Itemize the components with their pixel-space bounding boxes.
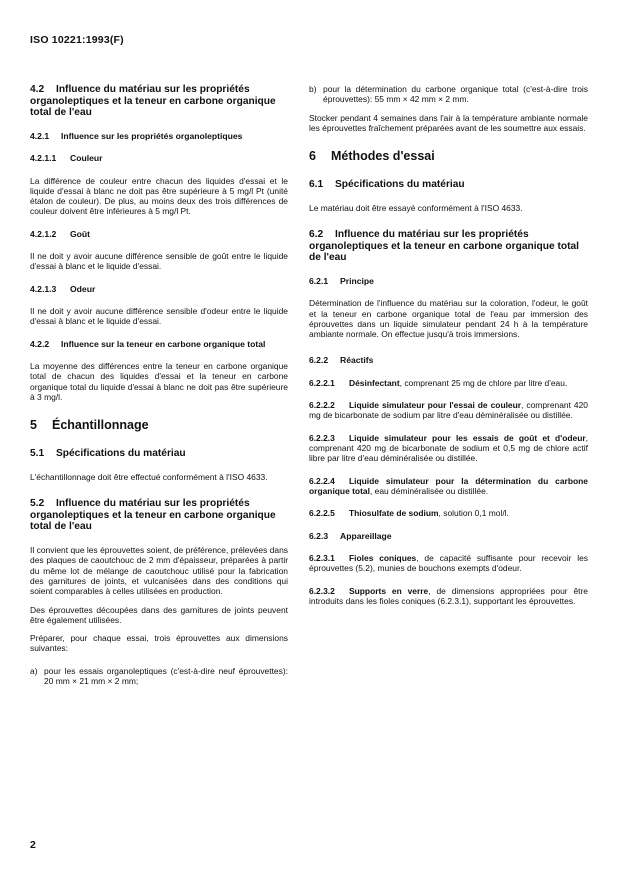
heading-6-2-1 [309, 276, 588, 286]
heading-number: 6.2.1 [309, 275, 329, 286]
clause-number: 6.2.2.3 [309, 432, 335, 443]
heading-title: Goût [70, 228, 91, 239]
clause-text: , de capacité suffisante pour recevoir les éprouvettes (5.2), munies de bouchons exempts d'odeur. [309, 552, 588, 574]
paragraph-garnitures: Des éprouvettes découpées dans des garnitures de joints peuvent être également utilisées. [30, 604, 288, 625]
paragraph-stocker: Stocker pendant 4 semaines dans l'air à la température ambiante normale les éprouvettes fraîchement préparées avant de les soumettre aux essais. [309, 112, 588, 133]
clause-text: , comprenant 420 mg de bicarbonate de sodium et 0,5 mg de chlore actif libre par litre d'eau déminéralisée ou distillée. [309, 432, 588, 464]
list-text: pour les essais organoleptiques (c'est-à-dire neuf éprouvettes): 20 mm × 21 mm × 2 mm; [44, 665, 288, 687]
clause-number: 6.2.3.2 [309, 585, 335, 596]
reagent-6-2-2-5 [309, 508, 588, 518]
heading-title: Spécifications du matériau [56, 448, 186, 460]
heading-title: Influence du matériau sur les propriétés organoleptiques et la teneur en carbone organique total de l'eau [309, 229, 580, 264]
heading-title: Appareillage [340, 530, 392, 541]
heading-number: 4.2.1.3 [30, 283, 57, 294]
clause-term: Désinfectant [349, 377, 400, 388]
heading-6-1 [309, 179, 588, 191]
heading-5 [30, 418, 288, 432]
clause-text: , comprenant 420 mg de bicarbonate de sodium par litre d'eau déminéralisée ou distillée. [309, 400, 589, 421]
clause-term: Fioles coniques [349, 552, 417, 563]
heading-title: Échantillonnage [52, 418, 149, 433]
heading-5-2 [30, 498, 288, 533]
clause-term: Liquide simulateur pour l'essai de couleur [349, 400, 522, 411]
clause-term: Supports en verre [349, 585, 429, 596]
heading-title: Influence sur les propriétés organoleptiques [61, 130, 243, 141]
heading-6-2-3 [309, 531, 588, 541]
clause-number: 6.2.2.1 [309, 377, 335, 388]
document-identifier: ISO 10221:1993(F) [30, 34, 124, 46]
heading-number: 4.2 [30, 84, 45, 95]
heading-number: 5.2 [30, 498, 45, 510]
heading-number: 4.2.1 [30, 130, 50, 141]
paragraph-materiau: Le matériau doit être essayé conformément à l'ISO 4633. [309, 202, 523, 213]
paragraph-couleur: La différence de couleur entre chacun des liquides d'essai et le liquide d'essai à blanc ne doit pas être supérieure à 5 mg/l Pt (unité étalon de couleur). De plus, au moins deux des trois différences de couleur doivent être inférieures à 5 mg/l Pt. [30, 175, 288, 217]
left-column [30, 84, 288, 686]
heading-number: 6.2 [309, 229, 324, 241]
paragraph-preparer: Préparer, pour chaque essai, trois éprouvettes aux dimensions suivantes: [30, 633, 288, 654]
heading-6-2 [309, 229, 588, 264]
heading-number: 4.2.2 [30, 338, 50, 349]
list-text: pour la détermination du carbone organique total (c'est-à-dire trois éprouvettes): 55 mm × 42 mm × 2 mm. [323, 84, 588, 105]
heading-title: Odeur [70, 283, 96, 294]
heading-6 [309, 149, 588, 163]
heading-number: 4.2.1.2 [30, 228, 57, 239]
heading-title: Principe [340, 275, 374, 286]
heading-4-2-1-1 [30, 153, 288, 163]
heading-4-2 [30, 84, 288, 119]
clause-text: , eau déminéralisée ou distillée. [369, 485, 489, 496]
clause-term: Liquide simulateur pour la détermination du carbone organique total [309, 475, 588, 496]
heading-4-2-1 [30, 131, 288, 141]
heading-number: 4.2.1.1 [30, 153, 57, 164]
heading-number: 5 [30, 418, 37, 433]
heading-5-1 [30, 448, 288, 460]
clause-number: 6.2.3.1 [309, 552, 335, 563]
list-item-a [30, 666, 288, 687]
heading-number: 6.2.3 [309, 530, 329, 541]
paragraph-eprouvettes: Il convient que les éprouvettes soient, de préférence, prélevées dans des plaques de caoutchouc de 2 mm d'épaisseur, préparées à partir du même lot de mélange de caoutchouc utilisé pour la fabrication des garnitures de joints, et vulcanisées dans des conditions qui soient comparables à celles utilisées en production. [30, 545, 288, 597]
clause-number: 6.2.2.4 [309, 475, 335, 486]
clause-text: , comprenant 25 mg de chlore par litre d'eau. [399, 377, 568, 388]
heading-number: 5.1 [30, 448, 45, 460]
heading-number: 6 [309, 149, 316, 164]
heading-4-2-1-2 [30, 229, 288, 239]
reagent-6-2-2-1 [309, 378, 588, 388]
clause-term: Thiosulfate de sodium [349, 508, 439, 519]
apparatus-6-2-3-1 [309, 553, 588, 574]
clause-term: Liquide simulateur pour les essais de goût et d'odeur [349, 432, 586, 443]
heading-title: Couleur [70, 153, 103, 164]
heading-title: Réactifs [340, 355, 374, 366]
list-marker: a) [30, 665, 38, 676]
reagent-6-2-2-4 [309, 476, 588, 497]
right-column [309, 84, 588, 606]
clause-number: 6.2.2.2 [309, 400, 335, 411]
heading-title: Influence sur la teneur en carbone organique total [61, 338, 266, 349]
paragraph-carbone: La moyenne des différences entre la teneur en carbone organique total de chacun des liquides d'essai et la teneur en carbone organique total du liquide d'essai à blanc ne doit pas être supérieure à 3 mg/l. [30, 361, 288, 403]
list-marker: b) [309, 84, 317, 94]
paragraph-principe: Détermination de l'influence du matériau sur la coloration, l'odeur, le goût et la teneur en carbone organique total de l'eau par immersion des éprouvettes dans un liquide simulateur pendant 24 h à la température ambiante normale. On effectue jusqu'à trois immersions. [309, 298, 588, 340]
paragraph-odeur: Il ne doit y avoir aucune différence sensible d'odeur entre le liquide d'essai à blanc et le liquide d'essai. [30, 306, 288, 327]
paragraph-gout: Il ne doit y avoir aucune différence sensible de goût entre le liquide d'essai à blanc et le liquide d'essai. [30, 251, 288, 272]
heading-number: 6.2.2 [309, 355, 329, 366]
heading-4-2-1-3 [30, 284, 288, 294]
heading-number: 6.1 [309, 179, 324, 191]
heading-6-2-2 [309, 355, 588, 365]
clause-text: , solution 0,1 mol/l. [438, 508, 509, 519]
heading-title: Spécifications du matériau [335, 179, 465, 191]
reagent-6-2-2-3 [309, 433, 588, 464]
heading-4-2-2 [30, 339, 288, 349]
reagent-6-2-2-2 [309, 400, 588, 421]
list-item-b [309, 84, 588, 105]
heading-title: Méthodes d'essai [331, 149, 435, 164]
paragraph-echantillonnage: L'échantillonnage doit être effectué conformément à l'ISO 4633. [30, 471, 268, 482]
apparatus-6-2-3-2 [309, 586, 588, 607]
page-number: 2 [30, 839, 36, 851]
heading-title: Influence du matériau sur les propriétés organoleptiques et la teneur en carbone organique total de l'eau [30, 498, 276, 533]
heading-title: Influence du matériau sur les propriétés organoleptiques et la teneur en carbone organique total de l'eau [30, 84, 276, 119]
clause-number: 6.2.2.5 [309, 508, 335, 519]
clause-text: , de dimensions appropriées pour être introduits dans les fioles coniques (6.2.3.1), supportant les éprouvettes. [309, 585, 588, 606]
